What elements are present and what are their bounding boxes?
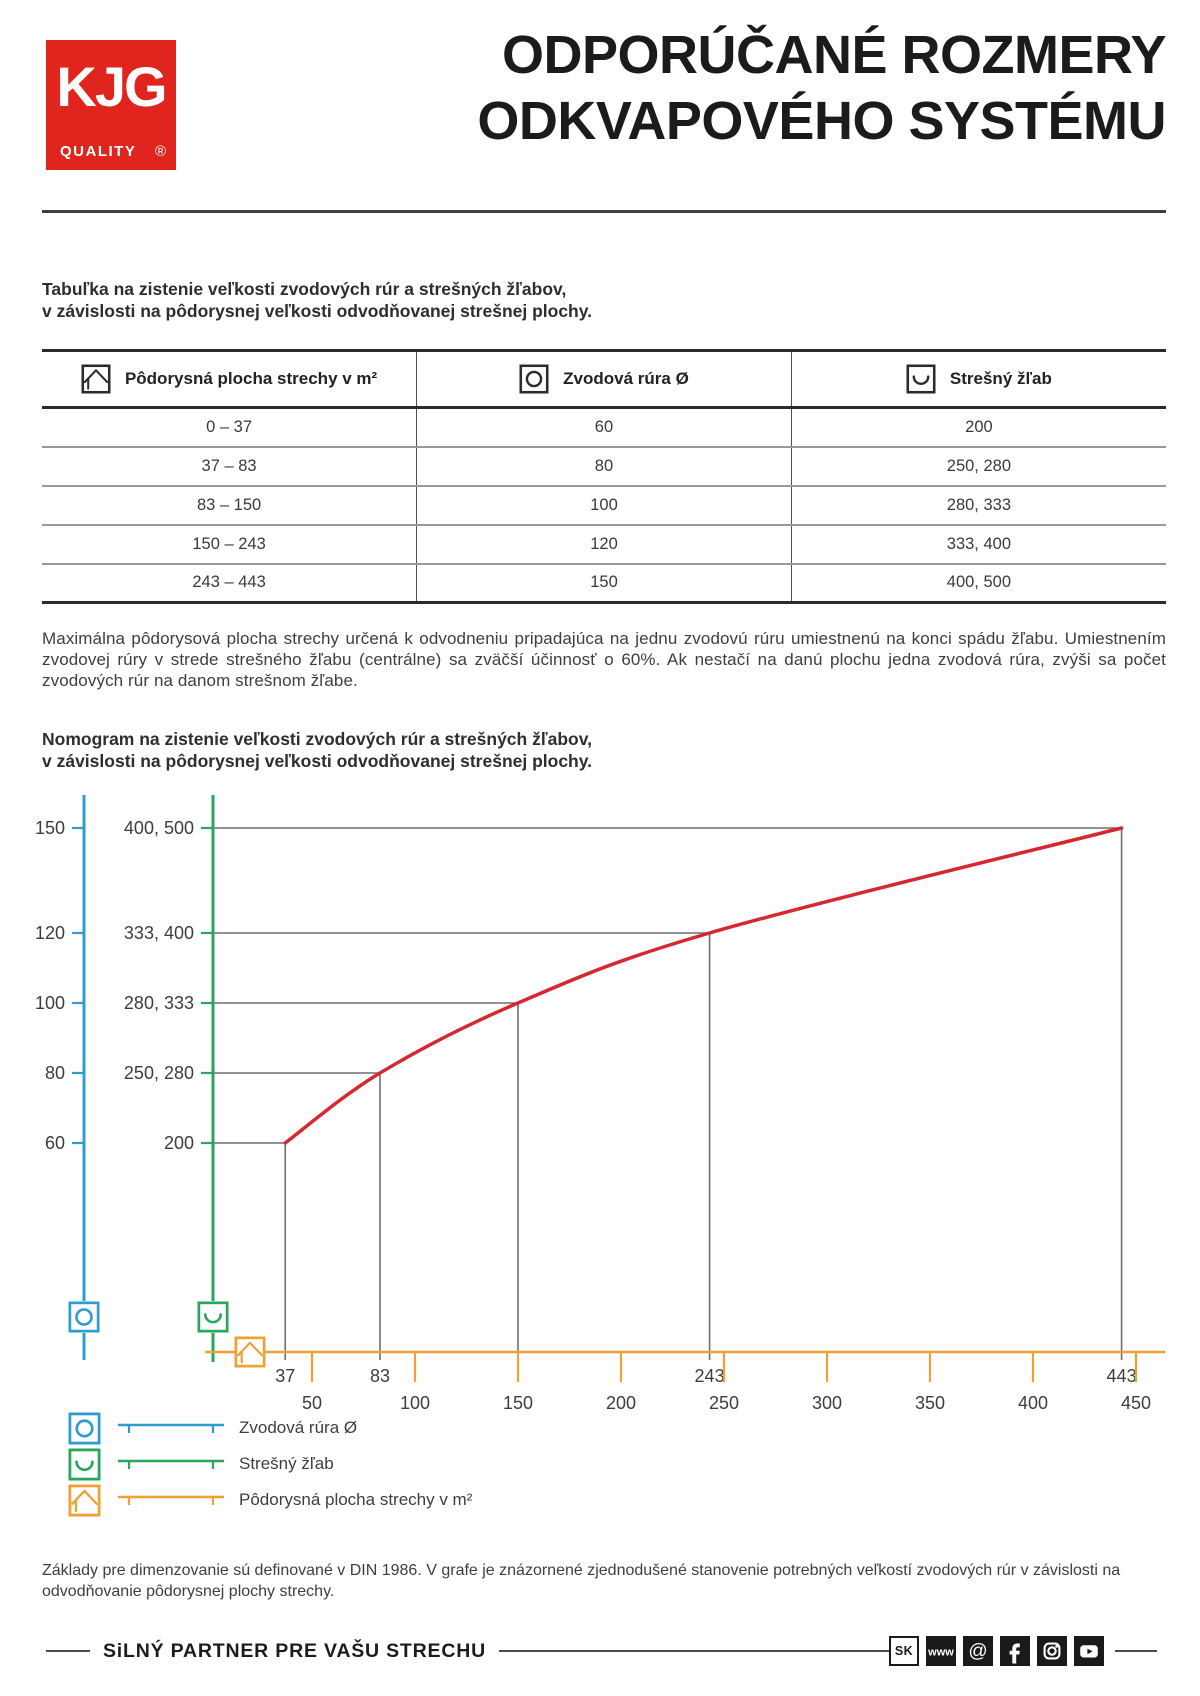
pipe-axis-tick-label: 100: [34, 993, 65, 1013]
table-column-label: Pôdorysná plocha strechy v m²: [124, 369, 378, 388]
slogan: SiLNÝ PARTNER PRE VAŠU STRECHU: [103, 1639, 486, 1662]
legend-label: Zvodová rúra Ø: [239, 1418, 358, 1437]
page-title-line1: ODPORÚČANÉ ROZMERY: [501, 25, 1166, 85]
legend-row: [68, 1446, 472, 1482]
pipe-icon: [70, 1303, 98, 1331]
guide-lines: [213, 828, 1137, 1386]
gutter-axis-tick-label: 400, 500: [123, 818, 194, 838]
logo-quality-label: QUALITY: [60, 143, 137, 160]
legend-row: [68, 1482, 472, 1518]
table-heading-line1: Tabuľka na zistenie veľkosti zvodových rúr a strešných žľabov,: [42, 279, 567, 299]
table-heading-line2: v závislosti na pôdorysnej veľkosti odvodňovanej strešnej plochy.: [42, 301, 593, 321]
table-cell: 333, 400: [791, 525, 1166, 564]
roof-icon: [81, 364, 111, 394]
table-note: Maximálna pôdorysová plocha strechy určená k odvodneniu pripadajúca na jednu zvodovú rúru umiestnenú na konci spádu žľabu. Umiestnením zvodovej rúry v strede strešného žľabu (centrálne) sa zväčší účinnosť o 60%. Ak nestačí na danú plochu jedna zvodová rúra, zvýši sa počet zvodových rúr na danom strešnom žľabe.: [42, 629, 1166, 690]
at-text: @: [968, 1641, 988, 1662]
area-axis-tick-label: 100: [399, 1393, 431, 1413]
area-axis-tick-label: 250: [708, 1393, 740, 1413]
legend-line: [118, 1493, 224, 1507]
roof-icon: [68, 1484, 101, 1517]
gutter-icon: [68, 1448, 101, 1481]
table-cell: 0 – 37: [206, 417, 253, 436]
nomogram-heading: [42, 728, 592, 772]
pipe-icon: [519, 364, 549, 394]
area-value-label: 83: [369, 1366, 390, 1386]
social-icons: [889, 1636, 1104, 1666]
bottom-bar-right-line: [1115, 1650, 1157, 1653]
legend-line: [118, 1421, 224, 1435]
area-axis: [205, 1338, 1165, 1413]
legend-label: Pôdorysná plocha strechy v m²: [239, 1490, 473, 1509]
registered-mark-icon: ®: [154, 143, 166, 160]
area-axis-tick-label: 350: [914, 1393, 946, 1413]
nomogram-heading-line1: Nomogram na zistenie veľkosti zvodových rúr a strešných žľabov,: [42, 729, 592, 749]
table-cell: 80: [417, 447, 792, 486]
sk-badge: SK: [889, 1636, 919, 1666]
table-cell: 60: [417, 408, 792, 447]
area-axis-tick-label: 50: [301, 1393, 323, 1413]
gutter-axis-tick-label: 280, 333: [123, 993, 194, 1013]
gutter-axis-tick-label: 200: [163, 1133, 194, 1153]
email-at-icon[interactable]: [963, 1636, 993, 1666]
page-title: [477, 22, 1166, 154]
area-axis-tick-label: 300: [811, 1393, 843, 1413]
gutter-axis-tick-label: 333, 400: [123, 923, 194, 943]
www-text: www: [928, 1646, 954, 1659]
logo-bottom: [46, 143, 176, 170]
pipe-icon: [68, 1412, 101, 1445]
pipe-axis-tick-label: 120: [34, 923, 65, 943]
gutter-icon: [906, 364, 936, 394]
table-row: [42, 486, 1166, 525]
gutter-icon: [199, 1303, 227, 1331]
logo-text: KJG: [56, 55, 166, 118]
table-cell: 100: [417, 486, 792, 525]
table-column-header: [791, 351, 1166, 408]
table-header-row: [42, 351, 1166, 408]
instagram-icon[interactable]: [1037, 1636, 1067, 1666]
dimension-table-body: [42, 408, 1166, 603]
legend-label: Strešný žľab: [239, 1454, 334, 1473]
table-cell: 150: [417, 564, 792, 603]
bottom-bar-mid-line: [499, 1650, 889, 1653]
roof-icon: [236, 1338, 264, 1366]
table-row: [42, 525, 1166, 564]
nomogram-chart: [0, 780, 1200, 1430]
dimension-table-head: [42, 351, 1166, 408]
area-axis-tick-label: 450: [1120, 1393, 1152, 1413]
pipe-axis-tick-label: 150: [34, 818, 65, 838]
table-row: [42, 447, 1166, 486]
din-footnote: Základy pre dimenzovanie sú definované v DIN 1986. V grafe je znázornené zjednodušené stanovenie potrebných veľkostí zvodových rúr v závislosti na odvodňovanie pôdorysnej plochy strechy.: [42, 1562, 1121, 1600]
area-value-label: 37: [275, 1366, 296, 1386]
nomogram-curve: [285, 828, 1121, 1143]
table-column-label: Strešný žľab: [949, 369, 1052, 388]
table-row: [42, 408, 1166, 447]
bottom-bar-left-line: [46, 1650, 90, 1653]
nomogram-heading-line2: v závislosti na pôdorysnej veľkosti odvodňovanej strešnej plochy.: [42, 751, 593, 771]
header-divider: [42, 210, 1166, 213]
table-cell: 150 – 243: [192, 534, 266, 553]
pipe-axis-tick-label: 60: [44, 1133, 65, 1153]
dimension-table: [42, 349, 1166, 604]
table-section-heading: [42, 278, 592, 322]
table-cell: 120: [417, 525, 792, 564]
area-axis-tick-label: 400: [1017, 1393, 1049, 1413]
table-cell: 280, 333: [791, 486, 1166, 525]
table-column-header: [42, 351, 417, 408]
bottom-bar: [46, 1633, 1157, 1669]
table-cell: 200: [791, 408, 1166, 447]
pipe-axis: [35, 795, 98, 1360]
gutter-axis-tick-label: 250, 280: [123, 1063, 194, 1083]
www-icon[interactable]: [926, 1636, 956, 1666]
area-axis-tick-label: 150: [502, 1393, 534, 1413]
gutter-axis: [124, 795, 227, 1362]
page-title-line2: ODKVAPOVÉHO SYSTÉMU: [477, 91, 1166, 151]
facebook-icon[interactable]: [1000, 1636, 1030, 1666]
legend-row: [68, 1410, 472, 1446]
table-cell: 400, 500: [791, 564, 1166, 603]
table-cell: 83 – 150: [196, 495, 262, 514]
area-value-label: 243: [694, 1366, 725, 1386]
table-column-label: Zvodová rúra Ø: [563, 369, 689, 388]
chart-legend: [68, 1410, 472, 1518]
kjg-logo: [46, 40, 176, 170]
youtube-icon[interactable]: [1074, 1636, 1104, 1666]
table-cell: 37 – 83: [201, 456, 257, 475]
table-row: [42, 564, 1166, 603]
table-column-header: [417, 351, 792, 408]
table-cell: 243 – 443: [192, 573, 266, 592]
area-axis-tick-label: 200: [605, 1393, 637, 1413]
pipe-axis-tick-label: 80: [44, 1063, 65, 1083]
area-value-label: 443: [1106, 1366, 1137, 1386]
table-cell: 250, 280: [791, 447, 1166, 486]
legend-line: [118, 1457, 224, 1471]
